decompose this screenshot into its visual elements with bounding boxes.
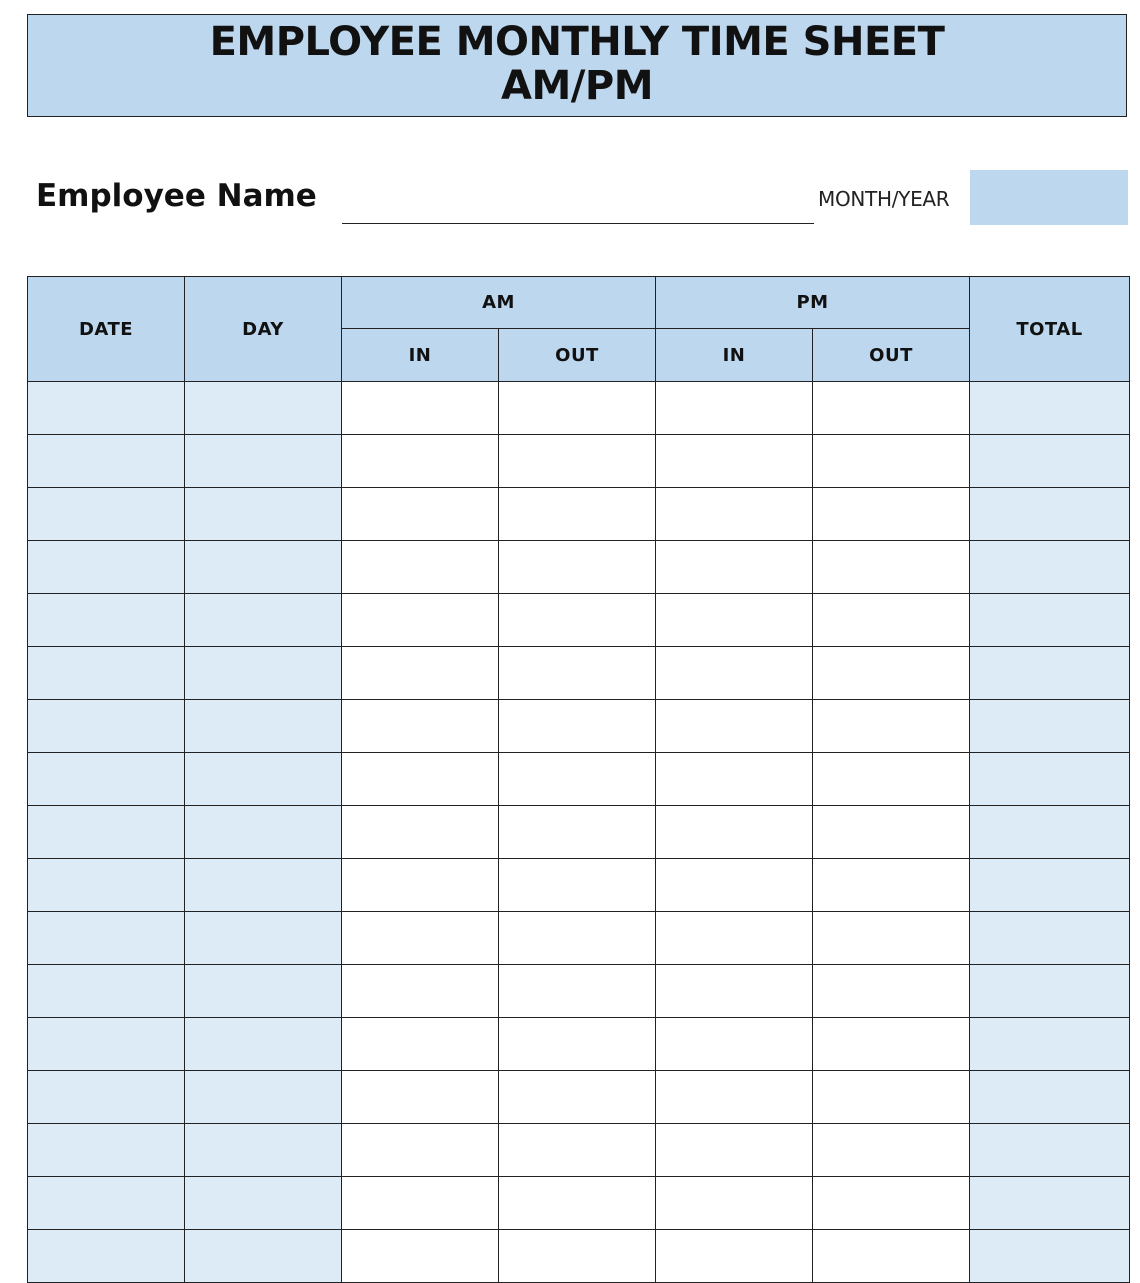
am-out-cell[interactable] — [499, 806, 656, 859]
am-out-cell[interactable] — [499, 541, 656, 594]
am-in-cell[interactable] — [342, 594, 499, 647]
am-in-cell[interactable] — [342, 541, 499, 594]
pm-in-cell[interactable] — [656, 647, 813, 700]
total-cell[interactable] — [970, 1124, 1130, 1177]
pm-out-cell[interactable] — [813, 647, 970, 700]
day-cell[interactable] — [185, 1071, 342, 1124]
am-in-cell[interactable] — [342, 1124, 499, 1177]
am-out-cell[interactable] — [499, 700, 656, 753]
table-row — [28, 541, 1130, 594]
header-total: TOTAL — [970, 277, 1130, 382]
total-cell[interactable] — [970, 382, 1130, 435]
am-in-cell[interactable] — [342, 753, 499, 806]
am-in-cell[interactable] — [342, 700, 499, 753]
pm-out-cell[interactable] — [813, 594, 970, 647]
table-row — [28, 594, 1130, 647]
am-out-cell[interactable] — [499, 435, 656, 488]
pm-out-cell[interactable] — [813, 1124, 970, 1177]
day-cell[interactable] — [185, 859, 342, 912]
date-cell[interactable] — [28, 435, 185, 488]
total-cell[interactable] — [970, 1018, 1130, 1071]
total-cell[interactable] — [970, 912, 1130, 965]
table-row — [28, 806, 1130, 859]
am-in-cell[interactable] — [342, 1071, 499, 1124]
month-year-label: MONTH/YEAR — [818, 187, 950, 211]
title-banner — [27, 14, 1127, 117]
pm-out-cell[interactable] — [813, 435, 970, 488]
date-cell[interactable] — [28, 700, 185, 753]
table-row — [28, 753, 1130, 806]
pm-in-cell[interactable] — [656, 488, 813, 541]
day-cell[interactable] — [185, 382, 342, 435]
am-in-cell[interactable] — [342, 435, 499, 488]
header-am-in: IN — [342, 329, 499, 382]
am-in-cell[interactable] — [342, 647, 499, 700]
date-cell[interactable] — [28, 1071, 185, 1124]
date-cell[interactable] — [28, 594, 185, 647]
date-cell[interactable] — [28, 859, 185, 912]
am-out-cell[interactable] — [499, 382, 656, 435]
day-cell[interactable] — [185, 647, 342, 700]
page-title: EMPLOYEE MONTHLY TIME SHEET — [209, 19, 945, 65]
am-in-cell[interactable] — [342, 806, 499, 859]
table-row — [28, 382, 1130, 435]
date-cell[interactable] — [28, 382, 185, 435]
pm-out-cell[interactable] — [813, 859, 970, 912]
am-out-cell[interactable] — [499, 594, 656, 647]
total-cell[interactable] — [970, 541, 1130, 594]
total-cell[interactable] — [970, 806, 1130, 859]
pm-out-cell[interactable] — [813, 1177, 970, 1230]
pm-out-cell[interactable] — [813, 700, 970, 753]
pm-in-cell[interactable] — [656, 382, 813, 435]
am-in-cell[interactable] — [342, 488, 499, 541]
header-pm-in: IN — [656, 329, 813, 382]
total-cell[interactable] — [970, 1177, 1130, 1230]
day-cell[interactable] — [185, 753, 342, 806]
pm-in-cell[interactable] — [656, 1230, 813, 1283]
day-cell[interactable] — [185, 1230, 342, 1283]
timesheet-body — [28, 382, 1130, 1283]
date-cell[interactable] — [28, 1018, 185, 1071]
table-row — [28, 859, 1130, 912]
header-day: DAY — [185, 277, 342, 382]
total-cell[interactable] — [970, 965, 1130, 1018]
am-in-cell[interactable] — [342, 859, 499, 912]
pm-in-cell[interactable] — [656, 912, 813, 965]
timesheet-table — [27, 276, 1130, 1283]
table-row — [28, 435, 1130, 488]
am-out-cell[interactable] — [499, 488, 656, 541]
date-cell[interactable] — [28, 965, 185, 1018]
am-out-cell[interactable] — [499, 1124, 656, 1177]
pm-in-cell[interactable] — [656, 1124, 813, 1177]
total-cell[interactable] — [970, 594, 1130, 647]
table-row — [28, 1071, 1130, 1124]
am-in-cell[interactable] — [342, 1018, 499, 1071]
am-out-cell[interactable] — [499, 1018, 656, 1071]
table-row — [28, 912, 1130, 965]
am-out-cell[interactable] — [499, 965, 656, 1018]
date-cell[interactable] — [28, 1124, 185, 1177]
am-out-cell[interactable] — [499, 1071, 656, 1124]
table-row — [28, 965, 1130, 1018]
pm-out-cell[interactable] — [813, 753, 970, 806]
day-cell[interactable] — [185, 912, 342, 965]
table-row — [28, 700, 1130, 753]
pm-out-cell[interactable] — [813, 806, 970, 859]
pm-in-cell[interactable] — [656, 806, 813, 859]
date-cell[interactable] — [28, 753, 185, 806]
pm-in-cell[interactable] — [656, 753, 813, 806]
date-cell[interactable] — [28, 1177, 185, 1230]
am-out-cell[interactable] — [499, 647, 656, 700]
am-out-cell[interactable] — [499, 1230, 656, 1283]
pm-in-cell[interactable] — [656, 965, 813, 1018]
pm-out-cell[interactable] — [813, 1230, 970, 1283]
total-cell[interactable] — [970, 1071, 1130, 1124]
header-pm-out: OUT — [813, 329, 970, 382]
date-cell[interactable] — [28, 488, 185, 541]
total-cell[interactable] — [970, 435, 1130, 488]
day-cell[interactable] — [185, 700, 342, 753]
pm-out-cell[interactable] — [813, 488, 970, 541]
day-cell[interactable] — [185, 1018, 342, 1071]
employee-name-label: Employee Name — [36, 178, 317, 214]
pm-in-cell[interactable] — [656, 594, 813, 647]
am-out-cell[interactable] — [499, 912, 656, 965]
day-cell[interactable] — [185, 435, 342, 488]
total-cell[interactable] — [970, 859, 1130, 912]
header-pm: PM — [656, 277, 970, 329]
table-row — [28, 1018, 1130, 1071]
day-cell[interactable] — [185, 541, 342, 594]
month-year-field[interactable] — [970, 170, 1128, 225]
am-in-cell[interactable] — [342, 965, 499, 1018]
day-cell[interactable] — [185, 806, 342, 859]
header-am-out: OUT — [499, 329, 656, 382]
pm-out-cell[interactable] — [813, 541, 970, 594]
date-cell[interactable] — [28, 647, 185, 700]
pm-out-cell[interactable] — [813, 965, 970, 1018]
pm-in-cell[interactable] — [656, 541, 813, 594]
table-row — [28, 488, 1130, 541]
table-row — [28, 1230, 1130, 1283]
date-cell[interactable] — [28, 806, 185, 859]
table-row — [28, 1124, 1130, 1177]
total-cell[interactable] — [970, 647, 1130, 700]
am-in-cell[interactable] — [342, 912, 499, 965]
table-row — [28, 1177, 1130, 1230]
am-in-cell[interactable] — [342, 382, 499, 435]
am-out-cell[interactable] — [499, 859, 656, 912]
pm-in-cell[interactable] — [656, 1071, 813, 1124]
am-out-cell[interactable] — [499, 753, 656, 806]
pm-in-cell[interactable] — [656, 1177, 813, 1230]
pm-in-cell[interactable] — [656, 1018, 813, 1071]
am-in-cell[interactable] — [342, 1230, 499, 1283]
employee-name-field[interactable] — [342, 223, 814, 224]
date-cell[interactable] — [28, 1230, 185, 1283]
day-cell[interactable] — [185, 1177, 342, 1230]
header-date: DATE — [28, 277, 185, 382]
total-cell[interactable] — [970, 488, 1130, 541]
date-cell[interactable] — [28, 912, 185, 965]
table-row — [28, 647, 1130, 700]
day-cell[interactable] — [185, 1124, 342, 1177]
date-cell[interactable] — [28, 541, 185, 594]
page-subtitle: AM/PM — [501, 63, 653, 109]
pm-in-cell[interactable] — [656, 859, 813, 912]
pm-out-cell[interactable] — [813, 1071, 970, 1124]
day-cell[interactable] — [185, 594, 342, 647]
pm-in-cell[interactable] — [656, 700, 813, 753]
header-am: AM — [342, 277, 656, 329]
pm-out-cell[interactable] — [813, 912, 970, 965]
pm-in-cell[interactable] — [656, 435, 813, 488]
day-cell[interactable] — [185, 488, 342, 541]
total-cell[interactable] — [970, 1230, 1130, 1283]
pm-out-cell[interactable] — [813, 382, 970, 435]
total-cell[interactable] — [970, 753, 1130, 806]
total-cell[interactable] — [970, 700, 1130, 753]
pm-out-cell[interactable] — [813, 1018, 970, 1071]
am-in-cell[interactable] — [342, 1177, 499, 1230]
day-cell[interactable] — [185, 965, 342, 1018]
am-out-cell[interactable] — [499, 1177, 656, 1230]
